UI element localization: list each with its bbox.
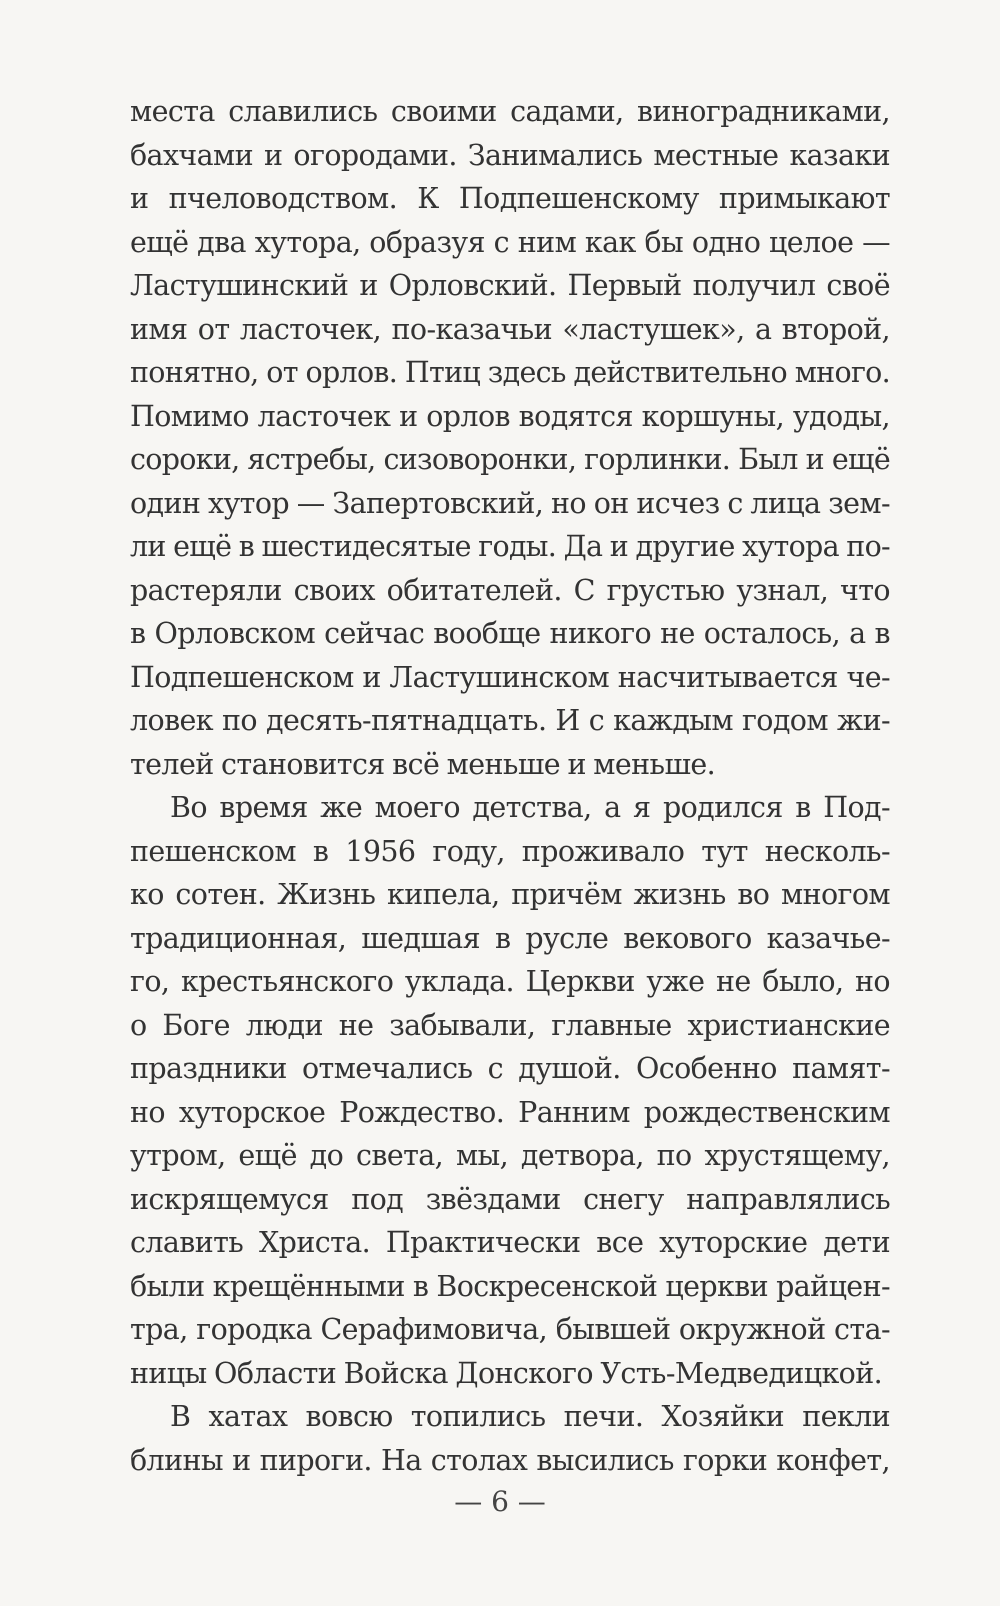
text-line: ловек по десять-пятнадцать. И с каждым годом жи- (130, 704, 890, 737)
text-line: имя от ласточек, по-казачьи «ластушек», а второй, (130, 312, 890, 346)
text-line: ли ещё в шестидесятые годы. Да и другие хутора по- (130, 530, 890, 563)
paragraph (130, 90, 890, 786)
text-line: Помимо ласточек и орлов водятся коршуны, удоды, (130, 399, 890, 433)
text-line: телей становится всё меньше и меньше. (130, 747, 716, 781)
text-line: места славились своими садами, виноградниками, (130, 95, 890, 128)
page-number: — 6 — (454, 1485, 546, 1518)
text-line: тра, городка Серафимовича, бывшей окружной ста- (130, 1313, 890, 1346)
text-line: искрящемуся под звёздами снегу направлялись (130, 1182, 890, 1216)
text-line: го, крестьянского уклада. Церкви уже не было, но (130, 965, 890, 998)
text-line: в Орловском сейчас вообще никого не осталось, а в (130, 617, 890, 650)
text-line: В хатах вовсю топились печи. Хозяйки пекли (170, 1400, 890, 1433)
text-line: сороки, ястребы, сизоворонки, горлинки. Был и ещё (130, 443, 890, 476)
text-line: утром, ещё до света, мы, детвора, по хрустящему, (130, 1139, 890, 1172)
text-line: и пчеловодством. К Подпешенскому примыкают (130, 182, 890, 215)
text-line: были крещёнными в Воскресенской церкви райцен- (130, 1269, 890, 1303)
text-line: ко сотен. Жизнь кипела, причём жизнь во многом (130, 878, 890, 911)
text-line: пешенском в 1956 году, проживало тут несколь- (130, 834, 890, 868)
text-line: один хутор — Запертовский, но он исчез с лица зем- (130, 486, 890, 520)
paragraph (130, 1395, 890, 1482)
text-line: растеряли своих обитателей. С грустью узнал, что (130, 573, 890, 607)
text-line: Во время же моего детства, а я родился в Под- (170, 791, 890, 824)
text-line: Подпешенском и Ластушинском насчитывается че- (130, 660, 890, 694)
text-line: блины и пироги. На столах высились горки конфет, (130, 1443, 890, 1477)
text-line: но хуторское Рождество. Ранним рождественским (130, 1095, 890, 1129)
text-line: традиционная, шедшая в русле векового казачье- (130, 921, 890, 955)
text-line: понятно, от орлов. Птиц здесь действительно много. (130, 356, 890, 389)
text-line: ницы Области Войска Донского Усть-Медведицкой. (130, 1356, 883, 1390)
text-line: ещё два хутора, образуя с ним как бы одно целое — (130, 225, 890, 259)
text-line: о Боге люди не забывали, главные христианские (130, 1008, 890, 1042)
text-line: Ластушинский и Орловский. Первый получил своё (130, 269, 890, 302)
text-line: славить Христа. Практически все хуторские дети (130, 1226, 890, 1259)
text-line: праздники отмечались с душой. Особенно памят- (130, 1052, 890, 1085)
paragraph (130, 786, 890, 1395)
body-text (130, 90, 890, 1482)
text-line: бахчами и огородами. Занимались местные казаки (130, 138, 890, 172)
